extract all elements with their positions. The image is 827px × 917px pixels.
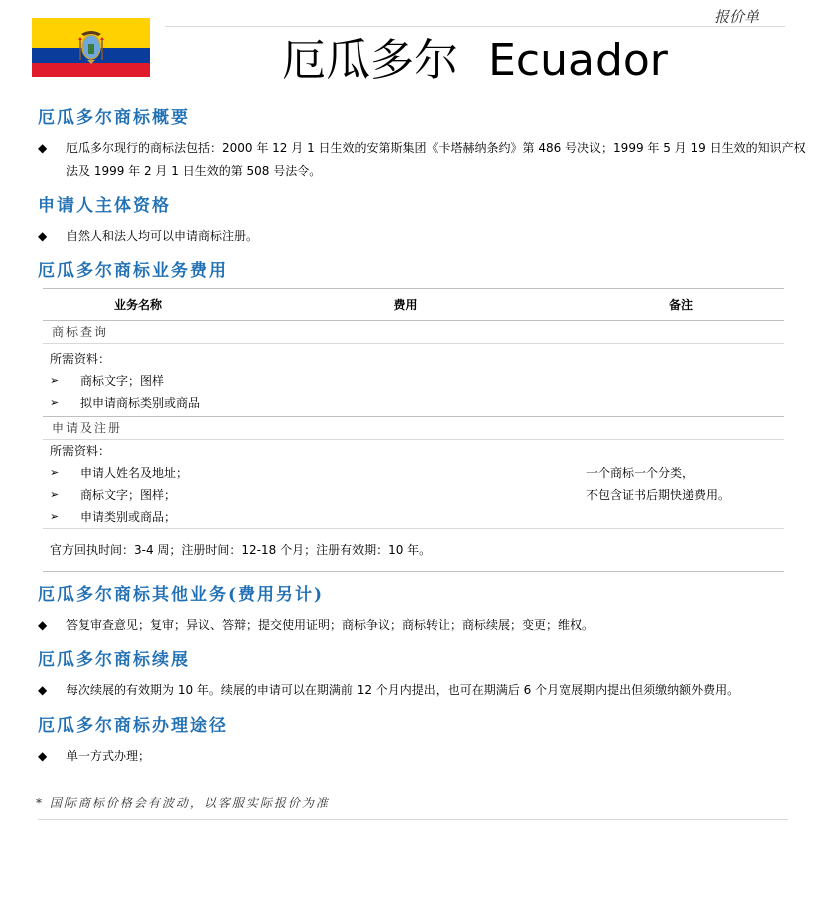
table-header-row	[43, 289, 784, 321]
arrow-bullet-icon: ➢	[50, 374, 60, 387]
diamond-bullet-icon: ◆	[38, 229, 48, 243]
diamond-bullet-icon: ◆	[38, 141, 48, 155]
list-item: ➢ 拟申请商标类别或商品	[43, 392, 578, 414]
arrow-bullet-icon: ➢	[50, 510, 60, 523]
materials-title: 所需资料：	[50, 444, 111, 458]
table-row	[43, 344, 784, 417]
overview-heading: 厄瓜多尔商标概要	[38, 108, 190, 128]
ecuador-flag-icon	[32, 18, 150, 77]
renewal-heading: 厄瓜多尔商标续展	[38, 650, 190, 670]
price-footnote: * 国际商标价格会有波动，以客服实际报价为准	[36, 796, 330, 810]
diamond-bullet-icon: ◆	[38, 683, 48, 697]
arrow-bullet-icon: ➢	[50, 488, 60, 501]
fees-heading: 厄瓜多尔商标业务费用	[38, 261, 228, 281]
title-english: Ecuador	[488, 35, 668, 86]
column-header: 业务名称	[43, 289, 233, 321]
list-item: ➢ 商标文字；图样；	[43, 484, 578, 506]
diamond-bullet-icon: ◆	[38, 618, 48, 632]
eligibility-heading: 申请人主体资格	[38, 196, 171, 216]
note-line: 一个商标一个分类，	[586, 466, 695, 480]
header-rule	[165, 26, 785, 27]
table-row	[43, 529, 784, 573]
doc-label: 报价单	[713, 8, 759, 26]
column-header: 备注	[578, 289, 784, 321]
list-item: ➢ 商标文字；图样	[43, 370, 578, 392]
diamond-bullet-icon: ◆	[38, 749, 48, 763]
arrow-bullet-icon: ➢	[50, 466, 60, 479]
fees-table	[43, 288, 784, 572]
note-line: 不包含证书后期快递费用。	[586, 488, 731, 502]
list-item: ➢ 申请人姓名及地址；	[43, 462, 578, 484]
column-header: 费用	[233, 289, 578, 321]
service-label-search: 商标查询	[43, 321, 784, 344]
route-heading: 厄瓜多尔商标办理途径	[38, 716, 228, 736]
other-services-heading: 厄瓜多尔商标其他业务(费用另计)	[38, 585, 325, 605]
arrow-bullet-icon: ➢	[50, 396, 60, 409]
timeline-summary: 官方回执时间：3-4 周；注册时间：12-18 个月；注册有效期：10 年。	[43, 529, 784, 572]
title-chinese: 厄瓜多尔	[282, 35, 459, 86]
materials-title: 所需资料：	[50, 352, 111, 366]
table-row	[43, 440, 784, 529]
service-label-registration: 申请及注册	[43, 417, 784, 440]
list-item: ➢ 申请类别或商品；	[43, 506, 578, 528]
page-title	[180, 34, 770, 88]
footer-rule	[38, 819, 788, 820]
